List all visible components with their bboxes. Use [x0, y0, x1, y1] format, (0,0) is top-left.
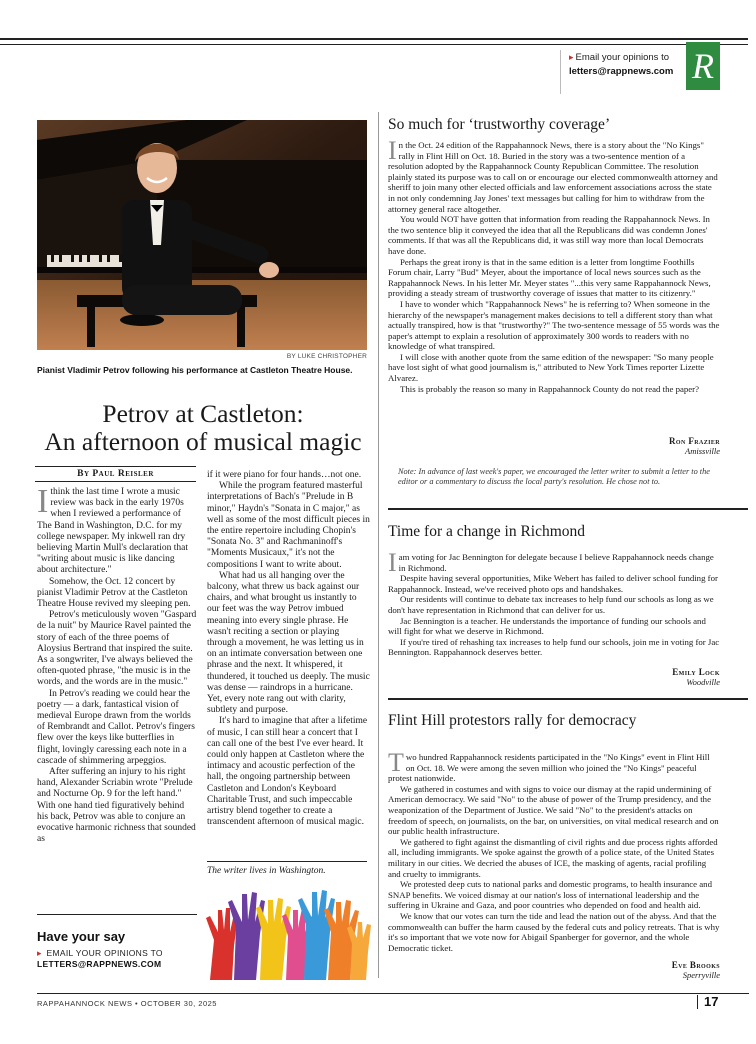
letter-paragraph [388, 748, 720, 784]
paragraph-text: think the last time I wrote a music review was back in the early 1970s when I reviewed a performance of The Band in Washington, D.C. for my college newspaper. My inkwell ran dry believing Martin Mull's declaration that "writing about music is like dancing about architecture." [37, 487, 189, 576]
feature-paragraph: What had us all hanging over the balcony, what threw us back against our chairs, and what brought us instantly to our feet was the way Petrov imbued meaning into every single phrase. He wasn't reciting a section or playing through a movement, he was letting us in on an intimate conversation between one phrase and the next. It whispered, it thundered, it touched us deeply. The music was dense — raindrops in a hurricane. Yet, every note rang out with clarity, subtlety and purpose. [207, 570, 370, 716]
letter-paragraph: We know that our votes can turn the tide and lead the nation out of the abyss. And that the commonwealth can buffer the harm caused by the federal cuts and policy retreats. That is why it's so important that we vote now for Abigail Spanberger for governor, and the whole Democratic ticket. [388, 910, 720, 953]
tagline-rule [207, 861, 367, 862]
drop-cap: I [388, 136, 397, 165]
feature-paragraph: Petrov's meticulously woven "Gaspard de la nuit" by Maurice Ravel painted the story of each of the three poems of Aloysius Bertrand that inspired the suite. As a songwriter, I've always believed the often-quoted phrase, "the music is in the words, and the words are in the music." [37, 610, 197, 688]
letter-paragraph: Despite having several opportunities, Mike Webert has failed to deliver school funding for Rappahannock. Instead, we've received photo ops and handshakes. [388, 573, 718, 594]
letter-paragraph: We gathered to fight against the dismantling of civil rights and due process rights afforded all, including immigrants. We spoke against the growth of a police state, of the United States military in our cities. We decried the abuses of ICE, the masking of agents, racial profiling and cruelty to immigrants. [388, 836, 718, 879]
feature-paragraph: While the program featured masterful interpretations of Bach's "Prelude in B minor," Haydn's "Sonata in C major," as well as some of the most difficult pieces in the entire repertoire including Chopin's "Sonata No. 3" and Rachmaninoff's "Moments Musicaux," it's not the compositions I want to write about. [207, 481, 370, 570]
letter-title: Time for a change in Richmond [388, 523, 586, 540]
letter-body [388, 748, 720, 953]
caret-right-icon: ▸ [37, 948, 42, 958]
column-divider [378, 112, 379, 978]
letter-paragraph [388, 136, 720, 214]
headline-line-2: An afternoon of musical magic [44, 427, 362, 456]
photo-caption: Pianist Vladimir Petrov following his performance at Castleton Theatre House. [37, 365, 353, 375]
byline: By Paul Reisler [77, 469, 154, 479]
feature-paragraph: Somehow, the Oct. 12 concert by pianist Vladimir Petrov at the Castleton Theatre House revived my sleeping pen. [37, 576, 191, 610]
email-promo [560, 50, 680, 94]
have-your-say-title: Have your say [37, 929, 126, 944]
feature-paragraph: After suffering an injury to his right hand, Alexander Scriabin wrote "Prelude and Nocturne Op. 9 for the left hand." With one hand tied figuratively behind his back, Petrov was able to conjure an evocative harmonic richness that sounded as [37, 767, 196, 845]
feature-column-1 [37, 483, 197, 846]
top-rule-thin [0, 44, 748, 45]
rappnews-logo [686, 42, 720, 90]
letter-body [388, 136, 720, 394]
letter-paragraph [388, 548, 720, 577]
feature-headline [30, 400, 376, 456]
letter-paragraph: Perhaps the great irony is that in the same edition is a letter from longtime Foothills Forum chair, Larry "Bud" Meyer, about the importance of local news sources such as the Rappahannock News. In his letter Mr. Meyer states "...this very same Rappahannock News, providing a steady stream of trustworthy coverage of issues that matter to its citizenry." [388, 256, 711, 299]
paragraph-text: wo hundred Rappahannock residents participated in the "No Kings" event in Flint Hill on Oct. 18. We were among the seven million who joined the "No Kings" peaceful protest nationwide. [388, 752, 710, 784]
letter-paragraph: I have to wonder which "Rappahannock News" he is referring to? When someone in the hierarchy of the newspaper's management makes decisions to tell a different story than what actually transpired, how is that "trustworthy?" The two-sentence message of 55 words was the paper's attempt to explain a resolution of approximately 300 words to readers with no knowledge of what transpired. [388, 298, 720, 352]
letter-signature [560, 667, 720, 687]
feature-paragraph: if it were piano for four hands…not one. [207, 470, 362, 480]
letter-paragraph: We protested deep cuts to national parks and domestic programs, to health insurance and SNAP benefits. We voiced dismay at our nation's loss of international leadership and the suffering in Ukraine and Gaza, and poor countries who depended on food and health aid. [388, 879, 712, 911]
have-your-say-rule [37, 914, 197, 915]
byline-rule-top [35, 466, 196, 467]
letter-signature [560, 436, 720, 456]
headline-line-1: Petrov at Castleton: [102, 399, 304, 428]
letter-town: Woodville [686, 677, 720, 687]
photo-credit: BY LUKE CHRISTOPHER [286, 353, 367, 360]
feature-column-2 [207, 470, 370, 829]
logo-letter: R [692, 46, 714, 86]
page-number: 17 [704, 994, 719, 1009]
drop-cap: T [388, 748, 404, 777]
letter-paragraph: This is probably the reason so many in Rappahannock County do not read the paper? [400, 383, 700, 394]
letter-body [388, 548, 720, 658]
paragraph-text: am voting for Jac Bennington for delegate because I believe Rappahannock needs change in Richmond. [398, 552, 714, 573]
have-your-say-line-1: EMAIL YOUR OPINIONS TO [46, 948, 163, 958]
feature-paragraph: In Petrov's reading we could hear the poetry — a dark, fantastical vision of medieval Europe drawn from the worlds of Rembrandt and Callot. Petrov's fingers flew over the keys like butterflies in flight, lovingly caressing each note in a cascade of shimmering arpeggios. [37, 688, 195, 766]
letter-title: So much for ‘trustworthy coverage’ [388, 116, 611, 133]
have-your-say-email[interactable]: LETTERS@RAPPNEWS.COM [37, 959, 162, 969]
letter-paragraph: We gathered in costumes and with signs to voice our dismay at the rapid undermining of American democracy. We said "No" to the abuse of power of the Trump presidency, and the weaponization of the Department of Justice. We said "No" to the president's attacks on freedom of speech, on journalists, on the bar, on universities, on vital medical research and on our public health infrastructure. [388, 783, 719, 837]
editor-note: Note: In advance of last week's paper, we encouraged the letter writer to submit a letter to the editor or a commentary to discuss the local party's resolution. He chose not to. [398, 467, 710, 487]
letter-rule [388, 698, 748, 700]
letter-author: Ron Frazier [669, 436, 720, 446]
top-rule [0, 38, 748, 40]
raised-hands-illustration [200, 888, 376, 980]
letter-town: Sperryville [682, 970, 720, 980]
writer-tagline: The writer lives in Washington. [207, 866, 326, 876]
letter-author: Eve Brooks [671, 960, 720, 970]
letter-paragraph: Jac Bennington is a teacher. He understands the importance of funding our schools and will fight for what we deserve in Richmond. [388, 615, 706, 637]
byline-rule-bottom [35, 481, 196, 482]
page-number-divider [697, 995, 698, 1009]
letter-paragraph: If you're tired of rehashing tax increases to help fund our schools, join me in voting for Jac Bennington. Rappahannock deserves better. [388, 636, 720, 658]
letter-title: Flint Hill protestors rally for democracy [388, 712, 637, 729]
letter-author: Emily Lock [672, 667, 720, 677]
feature-paragraph [37, 483, 197, 577]
paragraph-text: n the Oct. 24 edition of the Rappahannock News, there is a story about the "No Kings" rally in Flint Hill on Oct. 18. Buried in the story was a two-sentence mention of a resolution adopted by the Rappahannock County Republican Committee. The resolution plainly stated its purpose was to call on or encourage our elected commonwealth attorney and sheriff to join many other elected officials and law enforcement associations across the state in not only condemning Jay Jones' text messages but calling for him to withdraw from the attorney general race altogether. [388, 140, 718, 214]
letter-paragraph: Our residents will continue to debate tax increases to help fund our schools as long as we don't have representation in Richmond that can deliver for us. [388, 594, 714, 615]
footer-rule [37, 993, 749, 994]
have-your-say-text [37, 948, 163, 959]
letter-rule [388, 508, 748, 510]
footer-publication: RAPPAHANNOCK NEWS • OCTOBER 30, 2025 [37, 999, 217, 1008]
letter-paragraph: You would NOT have gotten that information from reading the Rappahannock News. In the two sentence blip it conveyed the idea that all the Republicans did was condemn Jones' comments. If that was all the Republicans did, it was still way more than local Democrats have done. [388, 214, 710, 256]
drop-cap: I [37, 483, 49, 520]
letter-signature [560, 960, 720, 980]
drop-cap: I [388, 548, 397, 577]
feature-paragraph: It's hard to imagine that after a lifetime of music, I can still hear a concert that I can call one of the best I've ever heard. It could only happen at Castleton where the intimacy and acoustic perfection of the hall, the ongoing partnership between Castleton and London's Keyboard Charitable Trust, and such impeccable artistry blend together to create a transcendent afternoon of musical magic. [207, 716, 368, 828]
letter-town: Amissville [685, 446, 720, 456]
caret-right-icon: ▸ [569, 52, 574, 62]
email-promo-address[interactable]: letters@rappnews.com [569, 66, 674, 77]
email-promo-text: Email your opinions to [575, 52, 669, 63]
letter-paragraph: I will close with another quote from the same edition of the newspaper: "So many people have lost sight of what good journalism is," attributed to New York Times reporter Lizette Alvarez. [388, 351, 714, 384]
pianist-photo [37, 120, 367, 350]
